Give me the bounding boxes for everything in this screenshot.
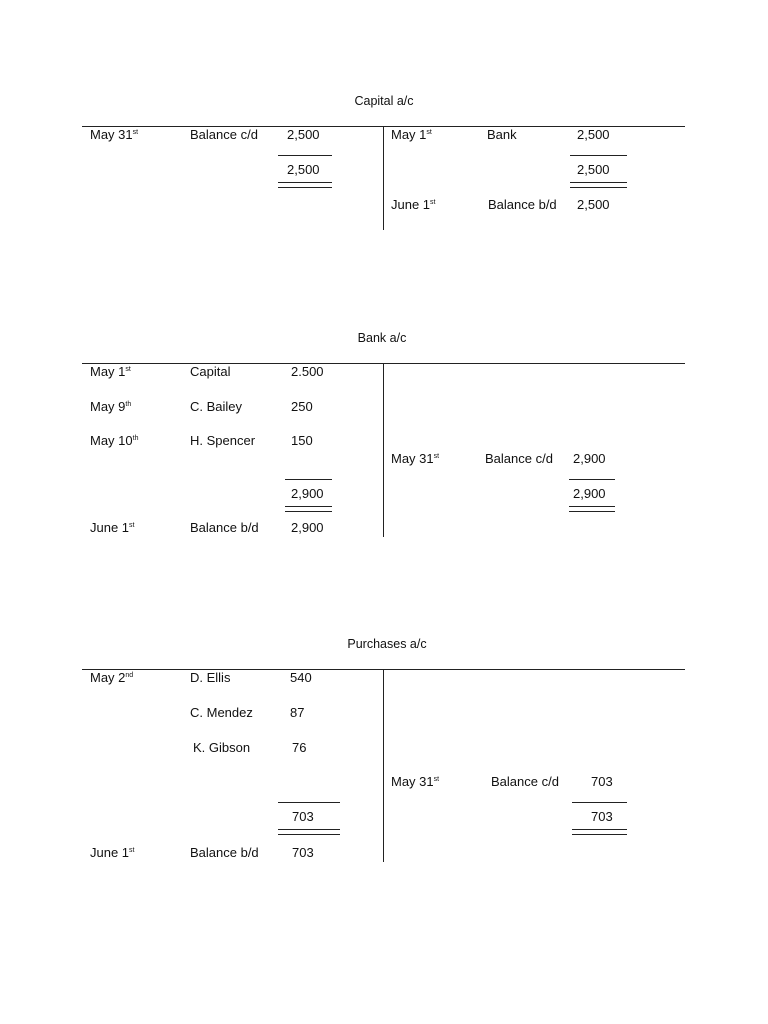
total-double-rule [572, 834, 627, 835]
entry-amount: 87 [290, 705, 305, 720]
total-double-rule [278, 182, 332, 183]
total-rule [285, 479, 332, 480]
entry-amount: 2,500 [287, 127, 320, 142]
entry-amount: 2,900 [291, 520, 324, 535]
total-double-rule [570, 182, 627, 183]
total-double-rule [278, 829, 340, 830]
total-double-rule [570, 187, 627, 188]
total-rule [278, 802, 340, 803]
total-double-rule [278, 834, 340, 835]
total-rule [569, 479, 615, 480]
entry-amount: 703 [292, 845, 314, 860]
entry-date: June 1st [90, 520, 135, 535]
total-rule [570, 155, 627, 156]
entry-date: May 2nd [90, 670, 134, 685]
entry-description: C. Mendez [190, 705, 253, 720]
entry-date: May 1st [391, 127, 432, 142]
entry-amount: 2.500 [291, 364, 324, 379]
total-amount: 703 [591, 809, 613, 824]
total-double-rule [278, 187, 332, 188]
t-account-divider [383, 126, 384, 230]
entry-description: C. Bailey [190, 399, 243, 414]
entry-description: Balance c/d [485, 451, 553, 466]
entry-amount: 703 [591, 774, 613, 789]
entry-date: June 1st [391, 197, 436, 212]
entry-description: Bank [487, 127, 517, 142]
entry-description: Capital [190, 364, 231, 379]
entry-description: H. Spencer [190, 433, 256, 448]
entry-date: May 31st [391, 774, 440, 789]
entry-description: Balance b/d [488, 197, 557, 212]
entry-amount: 540 [290, 670, 312, 685]
total-double-rule [285, 511, 332, 512]
total-amount: 2,900 [573, 486, 606, 501]
total-amount: 703 [292, 809, 314, 824]
account-title: Capital a/c [354, 94, 414, 108]
entry-amount: 76 [292, 740, 307, 755]
entry-description: Balance c/d [491, 774, 559, 789]
entry-amount: 250 [291, 399, 313, 414]
total-double-rule [285, 506, 332, 507]
t-account-divider [383, 669, 384, 862]
total-rule [278, 155, 332, 156]
entry-description: Balance b/d [190, 520, 259, 535]
account-title: Bank a/c [357, 331, 407, 345]
entry-description: Balance c/d [190, 127, 258, 142]
entry-date: May 10th [90, 433, 139, 448]
entry-date: May 9th [90, 399, 132, 414]
total-double-rule [572, 829, 627, 830]
entry-description: K. Gibson [193, 740, 251, 755]
entry-amount: 150 [291, 433, 313, 448]
entry-description: Balance b/d [190, 845, 259, 860]
entry-amount: 2,900 [573, 451, 606, 466]
total-amount: 2,500 [287, 162, 320, 177]
total-double-rule [569, 511, 615, 512]
entry-date: June 1st [90, 845, 135, 860]
entry-date: May 1st [90, 364, 131, 379]
total-amount: 2,900 [291, 486, 324, 501]
entry-date: May 31st [90, 127, 139, 142]
account-title: Purchases a/c [347, 637, 427, 651]
total-double-rule [569, 506, 615, 507]
total-amount: 2,500 [577, 162, 610, 177]
entry-description: D. Ellis [190, 670, 231, 685]
t-account-divider [383, 363, 384, 537]
entry-amount: 2,500 [577, 197, 610, 212]
total-rule [572, 802, 627, 803]
entry-amount: 2,500 [577, 127, 610, 142]
entry-date: May 31st [391, 451, 440, 466]
